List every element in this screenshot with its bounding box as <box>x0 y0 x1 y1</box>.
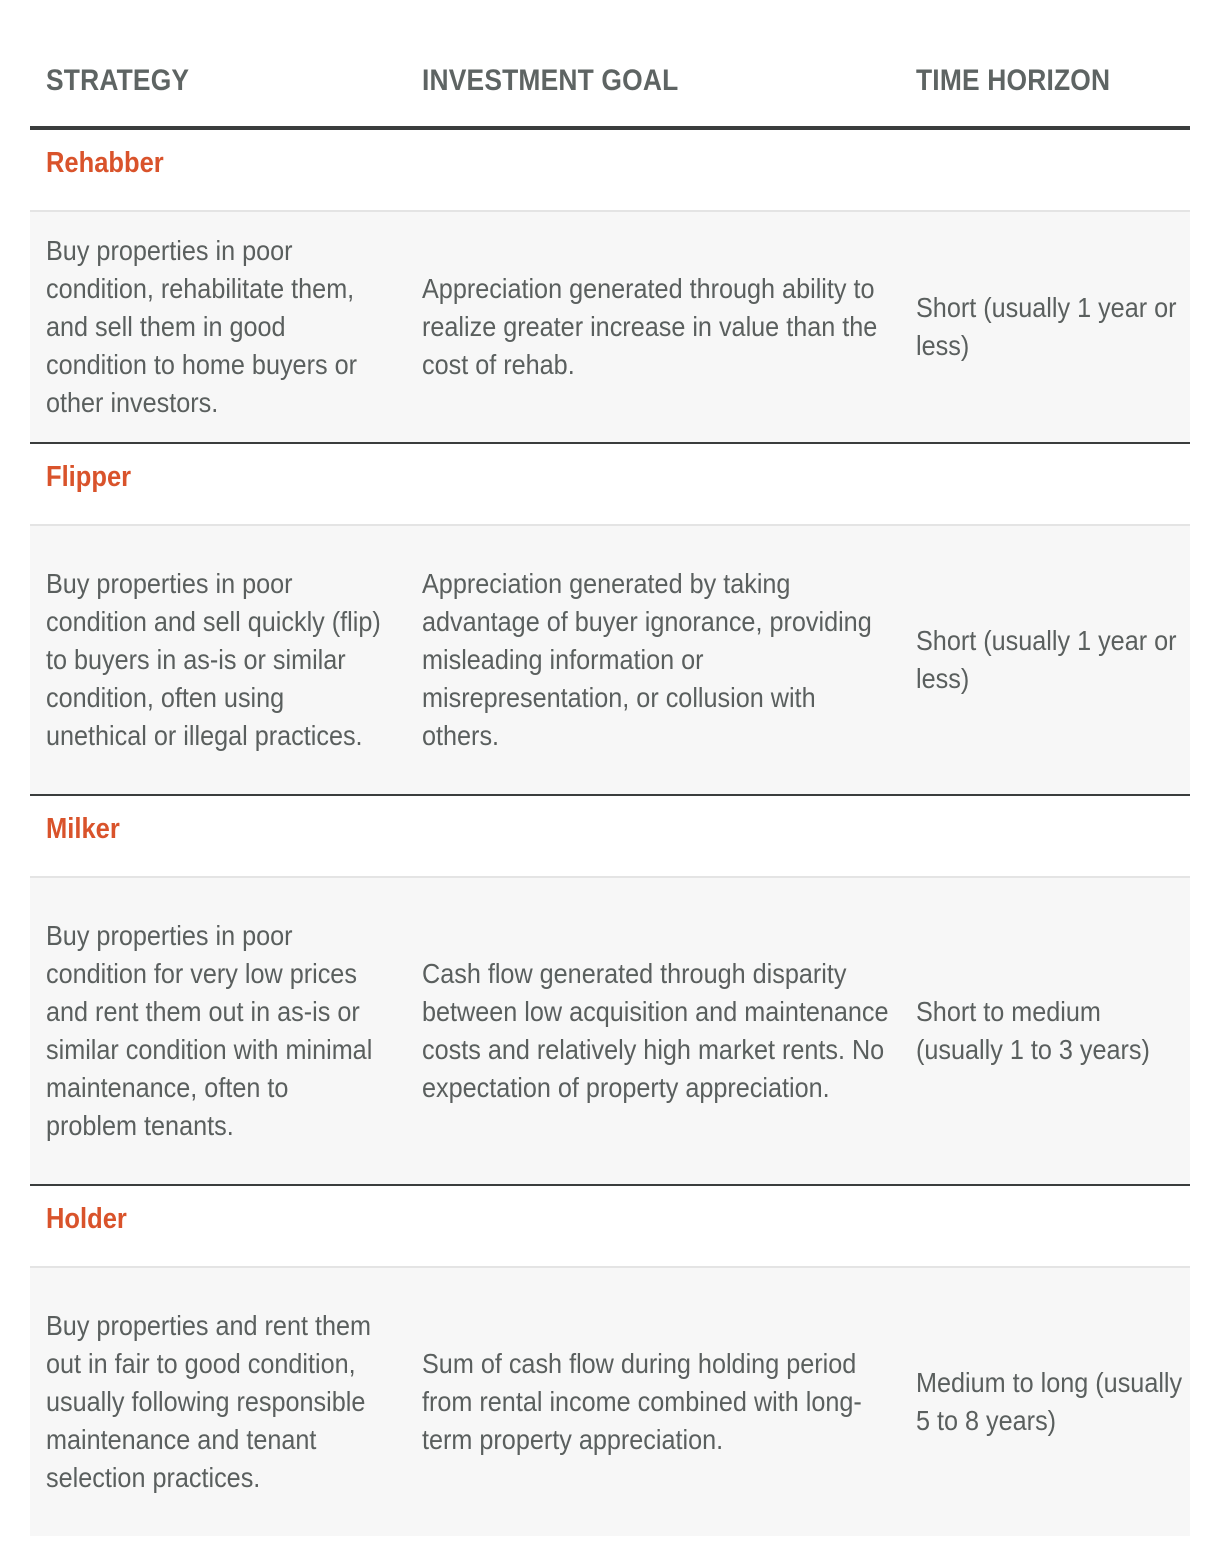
goal-cell <box>422 270 892 384</box>
table-row <box>30 212 1190 444</box>
group-title-milker: Milker <box>46 813 120 845</box>
strategy-text: Buy properties in poor condition for very low prices and rent them out in as-is or similar condition with minimal maintenance, often to problem tenants. <box>46 920 373 1141</box>
horizon-text: Medium to long (usually 5 to 8 years) <box>916 1367 1183 1436</box>
group-title-row-milker <box>30 796 1190 878</box>
horizon-text: Short (usually 1 year or less) <box>916 625 1177 694</box>
group-title-rehabber: Rehabber <box>46 147 164 179</box>
strategy-cell <box>46 1307 386 1497</box>
strategy-table <box>30 0 1190 1536</box>
header-time-horizon: TIME HORIZON <box>916 64 1111 97</box>
horizon-text: Short to medium (usually 1 to 3 years) <box>916 996 1150 1065</box>
goal-text: Sum of cash flow during holding period from rental income combined with long-term property appreciation. <box>422 1348 862 1455</box>
group-title-row-rehabber <box>30 130 1190 212</box>
table-row <box>30 878 1190 1186</box>
strategy-text: Buy properties and rent them out in fair to good condition, usually following responsible maintenance and tenant selection practices. <box>46 1310 371 1493</box>
table-row <box>30 1268 1190 1536</box>
goal-text: Appreciation generated through ability to realize greater increase in value than the cost of rehab. <box>422 273 878 380</box>
horizon-cell <box>916 1364 1186 1440</box>
goal-text: Cash flow generated through disparity between low acquisition and maintenance costs and relatively high market rents. No expectation of property appreciation. <box>422 958 889 1103</box>
goal-cell <box>422 955 892 1107</box>
horizon-cell <box>916 289 1186 365</box>
group-title-row-flipper <box>30 444 1190 526</box>
horizon-cell <box>916 622 1186 698</box>
strategy-text: Buy properties in poor condition and sell quickly (flip) to buyers in as-is or similar condition, often using unethical or illegal practices. <box>46 568 381 751</box>
group-title-flipper: Flipper <box>46 461 132 493</box>
header-strategy: STRATEGY <box>46 64 190 97</box>
goal-cell <box>422 1345 892 1459</box>
strategy-text: Buy properties in poor condition, rehabilitate them, and sell them in good condition to home buyers or other investors. <box>46 235 357 418</box>
group-title-holder: Holder <box>46 1203 127 1235</box>
group-title-row-holder <box>30 1186 1190 1268</box>
strategy-cell <box>46 232 386 422</box>
strategy-cell <box>46 917 386 1145</box>
strategy-cell <box>46 565 386 755</box>
horizon-text: Short (usually 1 year or less) <box>916 292 1177 361</box>
table-header <box>30 0 1190 130</box>
header-investment-goal: INVESTMENT GOAL <box>422 64 679 97</box>
goal-cell <box>422 565 892 755</box>
table-row <box>30 526 1190 796</box>
goal-text: Appreciation generated by taking advantage of buyer ignorance, providing misleading information or misrepresentation, or collusion with others. <box>422 568 872 751</box>
horizon-cell <box>916 993 1186 1069</box>
